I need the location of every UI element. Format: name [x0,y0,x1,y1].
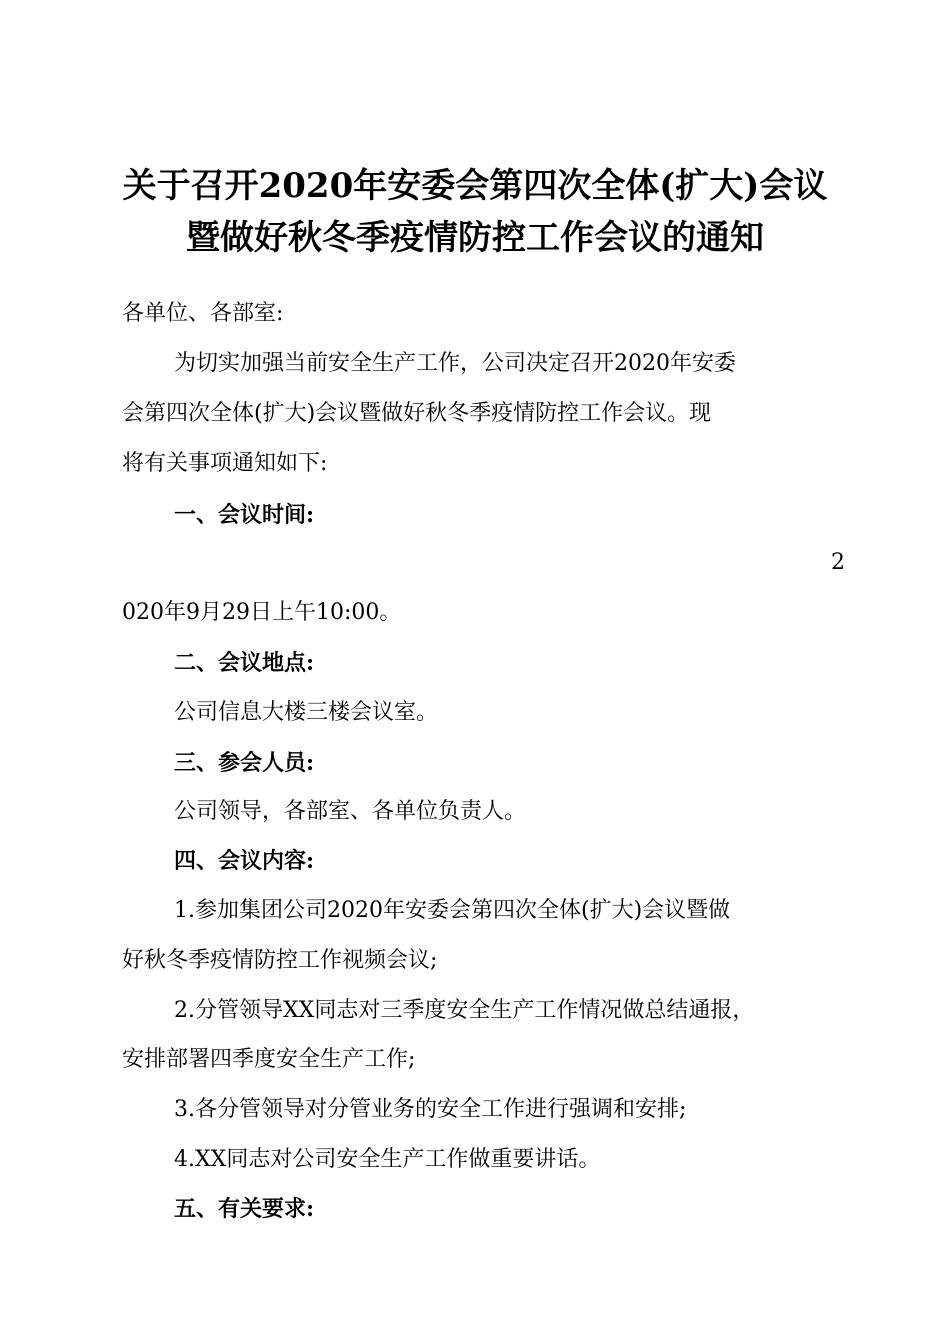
content-item-1-line-2: 好秋冬季疫情防控工作视频会议; [122,948,438,973]
content-item-3: 3.各分管领导对分管业务的安全工作进行强调和安排; [174,1097,687,1122]
content-item-4: 4.XX同志对公司安全生产工作做重要讲话。 [174,1147,601,1172]
intro-line-1: 为切实加强当前安全生产工作，公司决定召开2020年安委 [174,351,736,376]
section-location-value: 公司信息大楼三楼会议室。 [174,700,439,725]
intro-line-3: 将有关事项通知如下: [122,451,328,476]
section-attendees-heading: 三、参会人员: [174,750,315,776]
section-requirements-heading: 五、有关要求: [174,1196,315,1222]
section-attendees-value: 公司领导，各部室、各单位负责人。 [174,799,527,824]
content-item-1-line-1: 1.参加集团公司2020年安委会第四次全体(扩大)会议暨做 [174,898,731,923]
content-item-2-line-1: 2.分管领导XX同志对三季度安全生产工作情况做总结通报， [174,998,755,1023]
document-title-line-1: 关于召开2020年安委会第四次全体(扩大)会议 [122,166,828,206]
salutation: 各单位、各部室: [122,301,284,326]
section-location-heading: 二、会议地点: [174,650,315,676]
document-title-line-2: 暨做好秋冬季疫情防控工作会议的通知 [186,218,764,258]
section-content-heading: 四、会议内容: [174,848,315,874]
intro-line-2: 会第四次全体(扩大)会议暨做好秋冬季疫情防控工作会议。现 [122,401,712,426]
section-time-value-part-1: 2 [831,550,845,575]
section-time-value-part-2: 020年9月29日上午10:00。 [122,600,402,625]
section-time-heading: 一、会议时间: [174,502,315,528]
content-item-2-line-2: 安排部署四季度安全生产工作; [122,1047,416,1072]
